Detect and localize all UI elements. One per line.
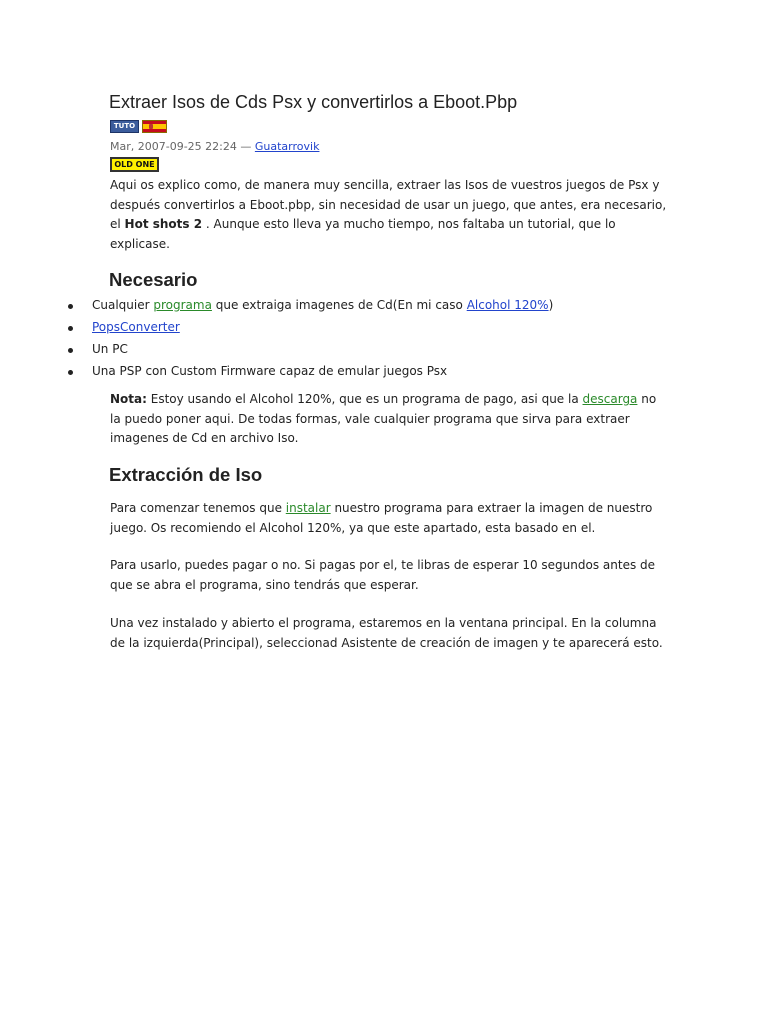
- popsconverter-link[interactable]: PopsConverter: [92, 320, 180, 334]
- note-paragraph: [110, 390, 670, 449]
- note-label: Nota:: [110, 392, 147, 406]
- bullet-icon: [68, 304, 73, 309]
- old-one-badge-icon: OLD ONE: [110, 157, 159, 172]
- bullet-icon: [68, 326, 73, 331]
- p1-text: Para comenzar tenemos que: [110, 501, 286, 515]
- extraccion-paragraph-2: Para usarlo, puedes pagar o no. Si pagas por el, te libras de esperar 10 segundos antes de que se abra el programa, sino tendrás que esperar.: [110, 558, 656, 592]
- item-text: que extraiga imagenes de Cd(En mi caso: [211, 298, 467, 312]
- post-date: Mar, 2007-09-25 22:24: [110, 140, 237, 153]
- page-title: Extraer Isos de Cds Psx y convertirlos a Eboot.Pbp: [109, 92, 518, 112]
- note-text-end: no la puedo poner aqui. De todas formas, vale cualquier programa que sirva para extraer imagenes de Cd en archivo Iso.: [110, 392, 657, 446]
- alcohol-link[interactable]: Alcohol 120%: [466, 298, 549, 312]
- heading-extraccion: Extracción de Iso: [109, 464, 263, 485]
- list-item: [92, 342, 128, 356]
- intro-text: Aqui os explico como, de manera muy sencilla, extraer las Isos de vuestros juegos de Psx y después convertirlos a Eboot.pbp, sin necesidad de usar un juego, que antes, era necesario, el: [110, 178, 667, 232]
- spain-flag-icon[interactable]: [142, 120, 167, 133]
- item-text: Un PC: [92, 342, 128, 356]
- intro-text-end: . Aunque esto lleva ya mucho tiempo, nos faltaba un tutorial, que lo explicase.: [110, 217, 616, 251]
- note-text: Estoy usando el Alcohol 120%, que es un programa de pago, asi que la: [146, 392, 583, 406]
- intro-bold: Hot shots 2: [124, 217, 203, 232]
- tuto-badge-icon[interactable]: TUTO: [110, 120, 139, 133]
- list-item: [92, 364, 447, 378]
- heading-necesario: Necesario: [109, 269, 198, 290]
- intro-paragraph: [110, 176, 670, 254]
- author-link[interactable]: Guatarrovik: [254, 140, 320, 153]
- meta-separator: —: [240, 140, 252, 153]
- extraccion-paragraph-3: Una vez instalado y abierto el programa, estaremos en la ventana principal. En la columna de la izquierda(Principal), seleccionad Asistente de creación de imagen y te aparecerá esto.: [110, 616, 663, 650]
- post-meta: [110, 140, 319, 153]
- flag-emblem: [149, 124, 153, 129]
- instalar-link[interactable]: instalar: [285, 501, 331, 515]
- p1-text-end: nuestro programa para extraer la imagen de nuestro juego. Os recomiendo el Alcohol 120%, ya que este apartado, esta basado en el.: [110, 501, 653, 535]
- item-text: Cualquier: [92, 298, 154, 312]
- descarga-link[interactable]: descarga: [582, 392, 638, 406]
- bullet-icon: [68, 348, 73, 353]
- bullet-icon: [68, 370, 73, 375]
- programa-link[interactable]: programa: [153, 298, 212, 312]
- extraccion-paragraph-1: [110, 499, 670, 538]
- item-text: ): [548, 298, 554, 312]
- list-item: [92, 320, 180, 334]
- list-item: [92, 298, 553, 312]
- item-text: Una PSP con Custom Firmware capaz de emular juegos Psx: [92, 364, 448, 378]
